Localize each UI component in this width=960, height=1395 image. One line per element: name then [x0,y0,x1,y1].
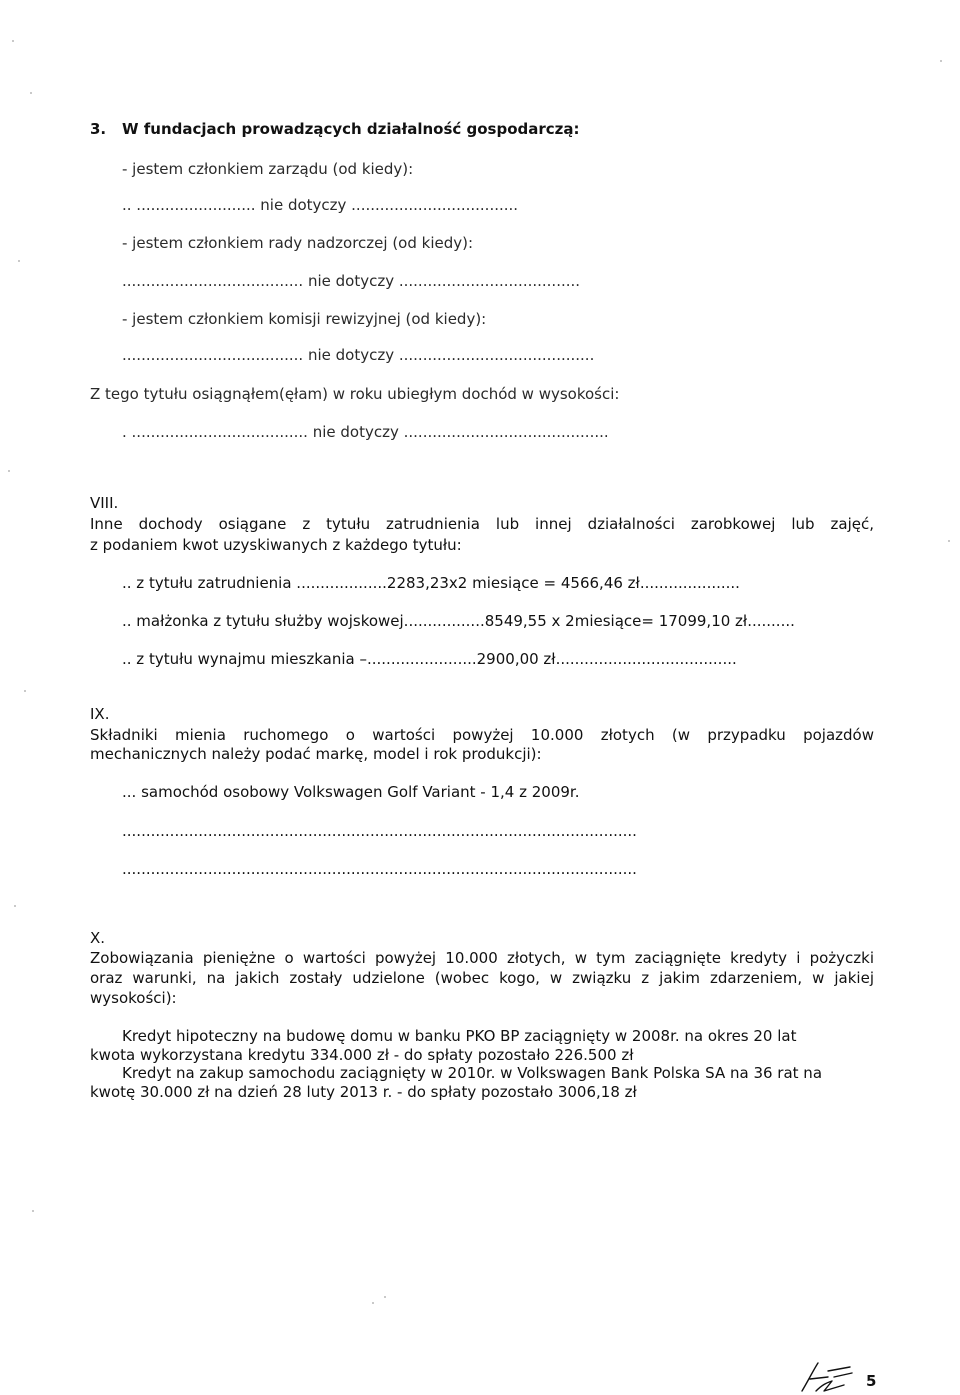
section-10-description-line-2: oraz warunki, na jakich zostały udzielone (wobec kogo, w związku z jakim zdarzeniem, w jakiej [90,969,874,987]
scan-speck [24,690,26,692]
scan-speck [8,470,10,472]
scan-speck [12,40,14,42]
section-9-blank-line-1: ............................................................................................................ [122,822,637,840]
section-10-car-loan-line-1: Kredyt na zakup samochodu zaciągnięty w 2010r. w Volkswagen Bank Polska SA na 36 rat na [122,1064,823,1082]
page-number: 5 [866,1372,877,1390]
section-3-item-supervisory-label: - jestem członkiem rady nadzorczej (od kiedy): [122,234,474,252]
scan-speck [948,540,950,542]
handwritten-signature [798,1355,858,1395]
section-8-spouse-military-income: .. małżonka z tytułu służby wojskowej.................8549,55 x 2miesiące= 17099,10 zł.......... [122,612,795,630]
section-3-item-audit-label: - jestem członkiem komisji rewizyjnej (od kiedy): [122,310,487,328]
section-10-mortgage-line-1: Kredyt hipoteczny na budowę domu w banku PKO BP zaciągnięty w 2008r. na okres 20 lat [122,1027,797,1045]
section-9-number: IX. [90,705,110,723]
section-9-blank-line-2: ............................................................................................................ [122,860,637,878]
scan-speck [384,1296,386,1298]
section-8-number: VIII. [90,494,119,512]
section-10-car-loan-line-2: kwotę 30.000 zł na dzień 28 luty 2013 r. - do spłaty pozostało 3006,18 zł [90,1083,637,1101]
section-3-item-supervisory-value: ...................................... nie dotyczy ...................................... [122,272,581,290]
scan-speck [372,1302,374,1304]
scan-speck [940,60,942,62]
section-3-title: W fundacjach prowadzących działalność gospodarczą: [122,120,580,138]
section-9-description-line-2: mechanicznych należy podać markę, model i rok produkcji): [90,745,542,763]
section-10-number: X. [90,929,106,947]
section-3-income-value: . ..................................... nie dotyczy ........................................... [122,423,609,441]
section-10-description-line-1: Zobowiązania pieniężne o wartości powyżej 10.000 złotych, w tym zaciągnięte kredyty i pożyczki [90,949,874,967]
scan-speck [18,260,20,262]
section-10-description-line-3: wysokości): [90,989,177,1007]
section-8-employment-income: .. z tytułu zatrudnienia ...................2283,23x2 miesiące = 4566,46 zł..................... [122,574,740,592]
section-10-mortgage-line-2: kwota wykorzystana kredytu 334.000 zł - do spłaty pozostało 226.500 zł [90,1046,634,1064]
section-3-item-board-label: - jestem członkiem zarządu (od kiedy): [122,160,414,178]
scan-speck [14,905,16,907]
section-8-description-line-1: Inne dochody osiągane z tytułu zatrudnienia lub innej działalności zarobkowej lub zajęć, [90,515,874,533]
section-3-income-label: Z tego tytułu osiągnąłem(ęłam) w roku ubiegłym dochód w wysokości: [90,385,620,403]
section-9-description-line-1: Składniki mienia ruchomego o wartości powyżej 10.000 złotych (w przypadku pojazdów [90,726,874,744]
section-3-item-audit-value: ...................................... nie dotyczy ......................................... [122,346,595,364]
scan-speck [30,92,32,94]
section-3-number: 3. [90,120,107,138]
section-9-vehicle-entry: ... samochód osobowy Volkswagen Golf Variant - 1,4 z 2009r. [122,783,580,801]
section-8-description-line-2: z podaniem kwot uzyskiwanych z każdego tytułu: [90,536,462,554]
section-8-rental-income: .. z tytułu wynajmu mieszkania –.......................2900,00 zł...................................... [122,650,737,668]
section-3-item-board-value: .. ......................... nie dotyczy ................................... [122,196,519,214]
scan-speck [32,1210,34,1212]
